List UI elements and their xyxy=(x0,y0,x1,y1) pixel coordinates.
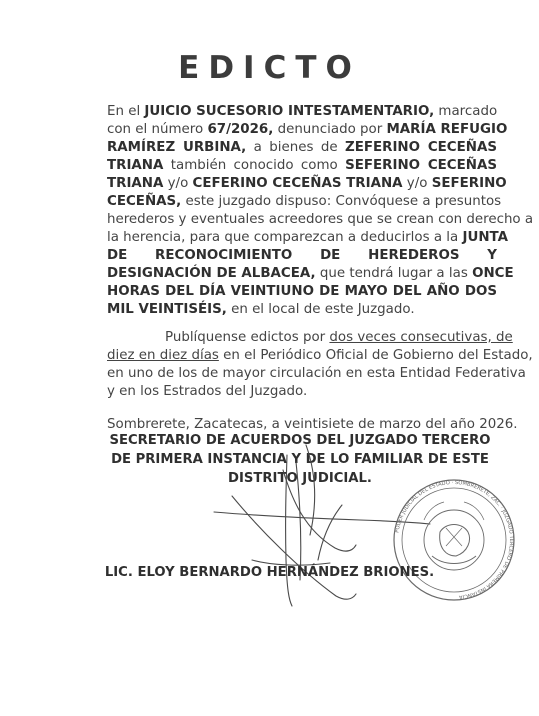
place-and-date: Sombrerete, Zacatecas, a veintisiete de marzo del año 2026. xyxy=(107,417,518,432)
seal-ring-text: PODER JUDICIAL DEL ESTADO · SOMBRERETE, ZAC. · JUZGADO TERCERO DE PRIMERA INSTANCIA xyxy=(394,479,515,600)
p2-line-1: Publíquense edictos por dos veces consecutivas, de xyxy=(165,330,513,345)
p2-line-2: diez en diez días en el Periódico Oficial de Gobierno del Estado, xyxy=(107,348,533,363)
p1-line-3: RAMÍREZ URBINA, a bienes de ZEFERINO CECEÑAS xyxy=(107,140,497,155)
signer-name: LIC. ELOY BERNARDO HERNÁNDEZ BRIONES. xyxy=(104,565,435,580)
p1-line-7: herederos y eventuales acreedores que se crean con derecho a xyxy=(107,212,534,227)
secretary-line-3: DISTRITO JUDICIAL. xyxy=(228,471,372,486)
p1-line-1: En el JUICIO SUCESORIO INTESTAMENTARIO, marcado xyxy=(107,104,498,119)
p1-line-4: TRIANA también conocido como SEFERINO CECEÑAS xyxy=(107,158,497,173)
p1-line-11: HORAS DEL DÍA VEINTIUNO DE MAYO DEL AÑO DOS xyxy=(107,284,497,299)
p1-line-6: CECEÑAS, este juzgado dispuso: Convóquese a presuntos xyxy=(107,194,502,209)
p1-line-2: con el número 67/2026, denunciado por MARÍA REFUGIO xyxy=(107,122,508,137)
p2-line-3: en uno de los de mayor circulación en esta Entidad Federativa xyxy=(107,366,526,381)
secretary-line-2: DE PRIMERA INSTANCIA Y DE LO FAMILIAR DE ESTE xyxy=(111,452,489,467)
p1-line-9: DE RECONOCIMIENTO DE HEREDEROS Y xyxy=(107,248,497,263)
secretary-line-1: SECRETARIO DE ACUERDOS DEL JUZGADO TERCERO xyxy=(109,433,491,448)
p1-line-10: DESIGNACIÓN DE ALBACEA, que tendrá lugar a las ONCE xyxy=(107,266,514,281)
document-title: EDICTO xyxy=(178,50,361,86)
p1-line-12: MIL VEINTISÉIS, en el local de este Juzgado. xyxy=(107,302,415,317)
p2-line-4: y en los Estrados del Juzgado. xyxy=(107,384,308,399)
p1-line-8: la herencia, para que comparezcan a deducirlos a la JUNTA xyxy=(107,230,508,245)
p1-line-5: TRIANA y/o CEFERINO CECEÑAS TRIANA y/o SEFERINO xyxy=(107,176,507,191)
